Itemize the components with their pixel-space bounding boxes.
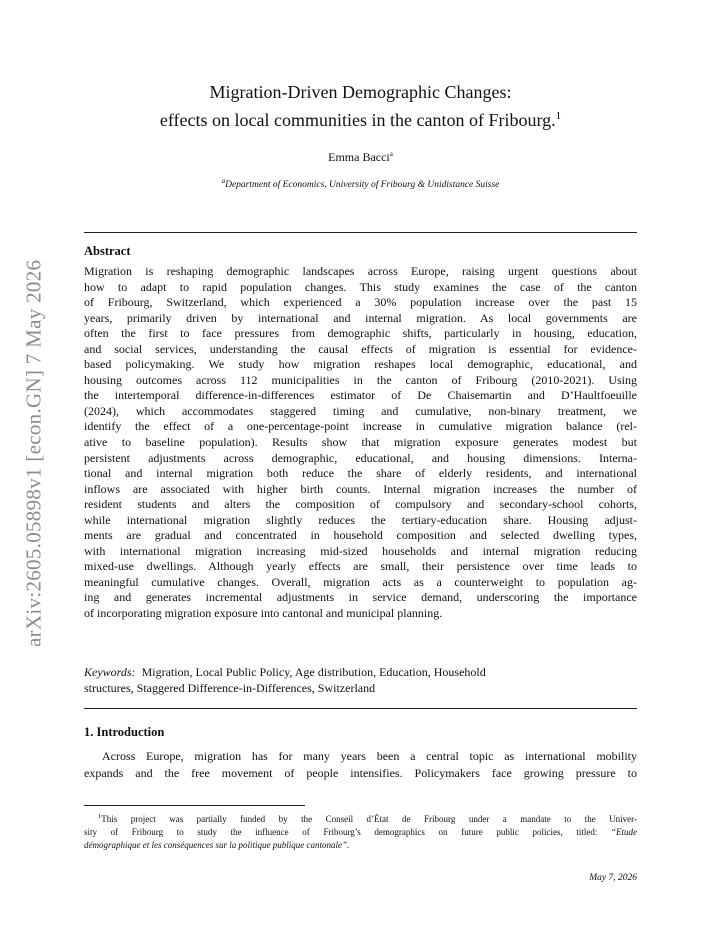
title-line-2-text: effects on local communities in the canton of Fribourg. [159, 110, 556, 130]
intro-line-2: expands and the free movement of people intensifies. Policymakers face growing pressure to [84, 766, 637, 780]
footnote-line-1 [84, 810, 637, 826]
author-mark: a [389, 150, 393, 158]
keywords-line-1 [84, 664, 637, 680]
footnote-line-3 [84, 839, 637, 852]
footnote-line-1-text: This project was partially funded by the Conseil d’État de Fribourg under a mandate to the Univer- [101, 814, 637, 824]
intro-line-1: Across Europe, migration has for many years been a central topic as international mobility [102, 749, 637, 763]
abstract-line: persistent adjustments across demographic, educational, and housing dimensions. Interna- [84, 450, 637, 465]
abstract-heading: Abstract [84, 244, 131, 258]
abstract-top-rule [84, 232, 637, 233]
footnote-line-3-italic: démographique et les conséquences sur la politique publique cantonale”. [84, 840, 350, 850]
footnote-rule [84, 805, 305, 806]
abstract-line: of incorporating migration exposure into cantonal and municipal planning. [84, 606, 443, 621]
paper-title [84, 80, 637, 132]
footnote-line-2-text: sity of Fribourg to study the influence of Fribourg’s demographics on future public policies, titled: [84, 827, 611, 837]
abstract-line: while international migration slightly reduces the tertiary-education share. Housing adjust- [84, 512, 637, 527]
affiliation [84, 177, 637, 190]
abstract-line: identify the effect of a one-percentage-point increase in cumulative migration balance (rel- [84, 419, 637, 434]
abstract-line: Migration is reshaping demographic landscapes across Europe, raising urgent questions about [84, 264, 637, 278]
footnote [84, 810, 637, 852]
abstract-line: and social services, understanding the causal effects of migration is essential for evidence- [84, 341, 637, 356]
keywords-text-1: Migration, Local Public Policy, Age distribution, Education, Household [141, 665, 486, 679]
abstract-line: mixed-use dwellings. Although yearly effects are small, their persistence over time leads to [84, 559, 637, 574]
abstract-line: the intertemporal difference-in-differences estimator of De Chaisemartin and D’Haultfoeuille [84, 388, 637, 403]
abstract-line: ing and generates incremental adjustments in service demand, underscoring the importance [84, 590, 637, 605]
author-name: Emma Bacci [328, 150, 390, 164]
abstract-line: often the first to face pressures from demographic shifts, particularly in housing, education, [84, 326, 637, 341]
introduction-text [84, 748, 637, 782]
abstract-line: how to adapt to rapid population changes. This study examines the case of the canton [84, 279, 637, 294]
footnote-line-2-italic: “Etude [611, 827, 637, 837]
abstract-line: housing outcomes across 112 municipalities in the canton of Fribourg (2010-2021). Using [84, 372, 637, 387]
abstract-line: inflows are associated with higher birth counts. Internal migration increases the number of [84, 481, 637, 496]
paper-date: May 7, 2026 [589, 873, 637, 883]
abstract-line: of Fribourg, Switzerland, which experienced a 30% population increase over the past 15 [84, 295, 637, 310]
abstract-line: (2024), which accommodates staggered timing and cumulative, non-binary treatment, we [84, 403, 637, 418]
abstract-line: years, primarily driven by international and internal migration. As local governments are [84, 310, 637, 325]
footnote-line-2 [84, 826, 637, 839]
keywords-label: Keywords: [84, 665, 136, 679]
title-line-2 [84, 104, 637, 132]
arxiv-identifier: arXiv:2605.05898v1 [econ.GN] 7 May 2026 [21, 259, 46, 647]
abstract-bottom-rule [84, 708, 637, 709]
keywords-line-2: structures, Staggered Difference-in-Differences, Switzerland [84, 681, 376, 695]
author [84, 150, 637, 165]
title-footnote-mark: 1 [555, 110, 562, 122]
section-heading-introduction: 1. Introduction [84, 725, 165, 739]
abstract-line: ments are gradual and concentrated in household composition and selected dwelling types, [84, 528, 637, 543]
abstract-line: tional and internal migration both reduce the share of elderly residents, and international [84, 466, 637, 481]
keywords [84, 664, 637, 696]
abstract-line: resident students and alters the composition of compulsory and secondary-school cohorts, [84, 497, 637, 512]
affiliation-text: Department of Economics, University of Fribourg & Unidistance Suisse [225, 180, 500, 191]
footnote-mark: 1 [98, 813, 102, 820]
abstract-line: based policymaking. We study how migration reshapes local demographic, educational, and [84, 357, 637, 372]
abstract-line: with international migration increasing mid-sized households and internal migration reducing [84, 543, 637, 558]
abstract-line: ative to baseline population). Results show that migration exposure generates modest but [84, 435, 637, 450]
abstract-body [84, 264, 637, 622]
affiliation-mark: a [221, 177, 226, 185]
abstract-line: meaningful cumulative changes. Overall, migration acts as a counterweight to population ag- [84, 574, 637, 589]
title-line-1: Migration-Driven Demographic Changes: [209, 82, 512, 102]
